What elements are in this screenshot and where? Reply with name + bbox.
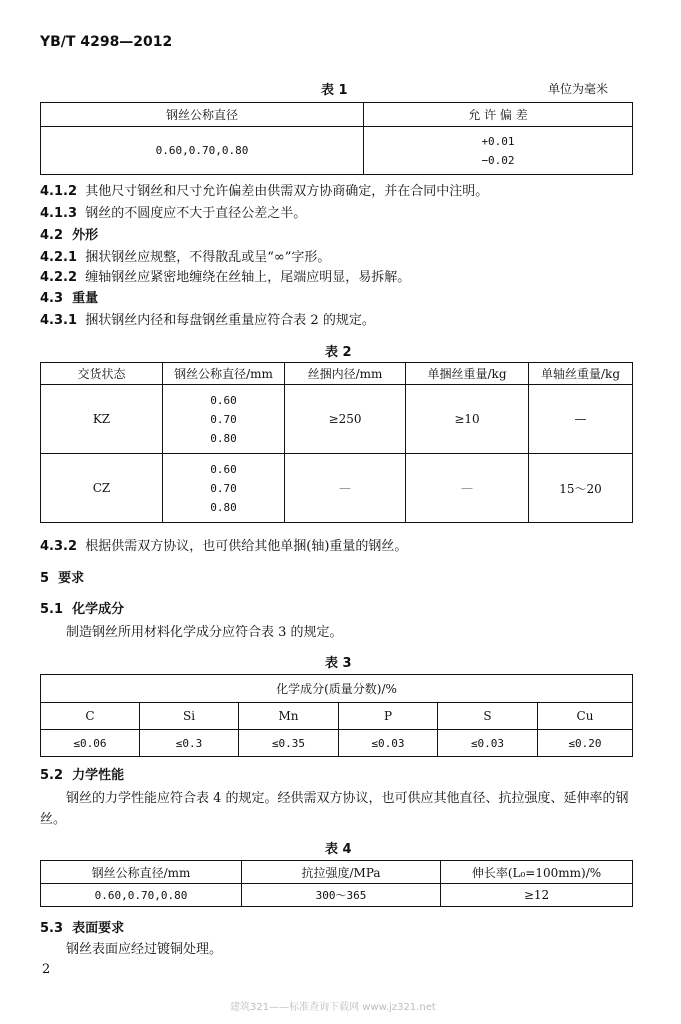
table2-caption: 表 2 (325, 345, 352, 360)
section-5-3-text: 钢丝表面应经过镀铜处理。 (66, 942, 223, 957)
table4-caption: 表 4 (325, 842, 352, 857)
section-4-3-1: 4.3.1 捆状钢丝内径和每盘钢丝重量应符合表 2 的规定。 (40, 313, 375, 328)
table2-header-diameter: 钢丝公称直径/mm (163, 363, 285, 385)
table3: 化学成分(质量分数)/% C Si Mn P S Cu ≤0.06 ≤0.3 ≤0.35 ≤0.03 ≤0.03 ≤0.20 (40, 674, 633, 757)
table-row: CZ 0.60 0.70 0.80 — — 15～20 (41, 454, 633, 523)
table-row: 0.60,0.70,0.80 300～365 ≥12 (41, 884, 633, 907)
section-5-2-text-line1: 钢丝的力学性能应符合表 4 的规定。经供需双方协议，也可供应其他直径、抗拉强度、延伸率的钢 (66, 791, 629, 806)
tolerance-minus: −0.02 (481, 153, 515, 167)
table1-header-tolerance: 允 许 偏 差 (364, 103, 633, 127)
table3-title: 化学成分(质量分数)/% (41, 675, 633, 703)
tolerance-plus: +0.01 (481, 134, 515, 148)
table2 (40, 362, 633, 523)
table2-header-spool: 单轴丝重量/kg (529, 363, 633, 385)
section-5-heading: 5 要求 (40, 571, 85, 586)
section-4-2-1: 4.2.1 捆状钢丝应规整，不得散乱或呈“∞”字形。 (40, 250, 331, 265)
table4: 钢丝公称直径/mm 抗拉强度/MPa 伸长率(L₀=100mm)/% 0.60,0.70,0.80 300～365 ≥12 (40, 860, 633, 907)
section-4-3-2: 4.3.2 根据供需双方协议，也可供给其他单捆(轴)重量的钢丝。 (40, 539, 408, 554)
table1-unit: 单位为毫米 (548, 82, 609, 96)
section-5-1-heading: 5.1 化学成分 (40, 602, 125, 617)
table2-header-state: 交货状态 (41, 363, 163, 385)
section-4-1-3: 4.1.3 钢丝的不圆度应不大于直径公差之半。 (40, 206, 307, 221)
table1-diameter-cell: 0.60,0.70,0.80 (41, 127, 364, 175)
table1-caption: 表 1 (321, 83, 348, 98)
table2-header-bundle: 单捆丝重量/kg (406, 363, 529, 385)
section-5-3-heading: 5.3 表面要求 (40, 921, 125, 936)
section-5-1-text: 制造钢丝所用材料化学成分应符合表 3 的规定。 (66, 625, 343, 640)
table3-caption: 表 3 (325, 656, 352, 671)
page-number: 2 (42, 962, 51, 977)
section-5-2-text-line2: 丝。 (40, 812, 67, 827)
section-4-2-2: 4.2.2 缠轴钢丝应紧密地缠绕在丝轴上，尾端应明显，易拆解。 (40, 270, 411, 285)
table1-tolerance-cell (364, 127, 633, 175)
table-row: ≤0.06 ≤0.3 ≤0.35 ≤0.03 ≤0.03 ≤0.20 (41, 730, 633, 757)
watermark: 建筑321——标准查询下载网 www.jz321.net (230, 1002, 436, 1013)
section-4-3-heading: 4.3 重量 (40, 291, 99, 306)
table1-header-diameter: 钢丝公称直径 (41, 103, 364, 127)
section-4-1-2: 4.1.2 其他尺寸钢丝和尺寸允许偏差由供需双方协商确定，并在合同中注明。 (40, 184, 489, 199)
section-4-2-heading: 4.2 外形 (40, 228, 99, 243)
table-row: KZ 0.60 0.70 0.80 ≥250 ≥10 — (41, 385, 633, 454)
standard-header: YB/T 4298—2012 (40, 34, 173, 50)
table2-header-inner: 丝捆内径/mm (285, 363, 406, 385)
table1 (40, 102, 633, 175)
section-5-2-heading: 5.2 力学性能 (40, 768, 125, 783)
